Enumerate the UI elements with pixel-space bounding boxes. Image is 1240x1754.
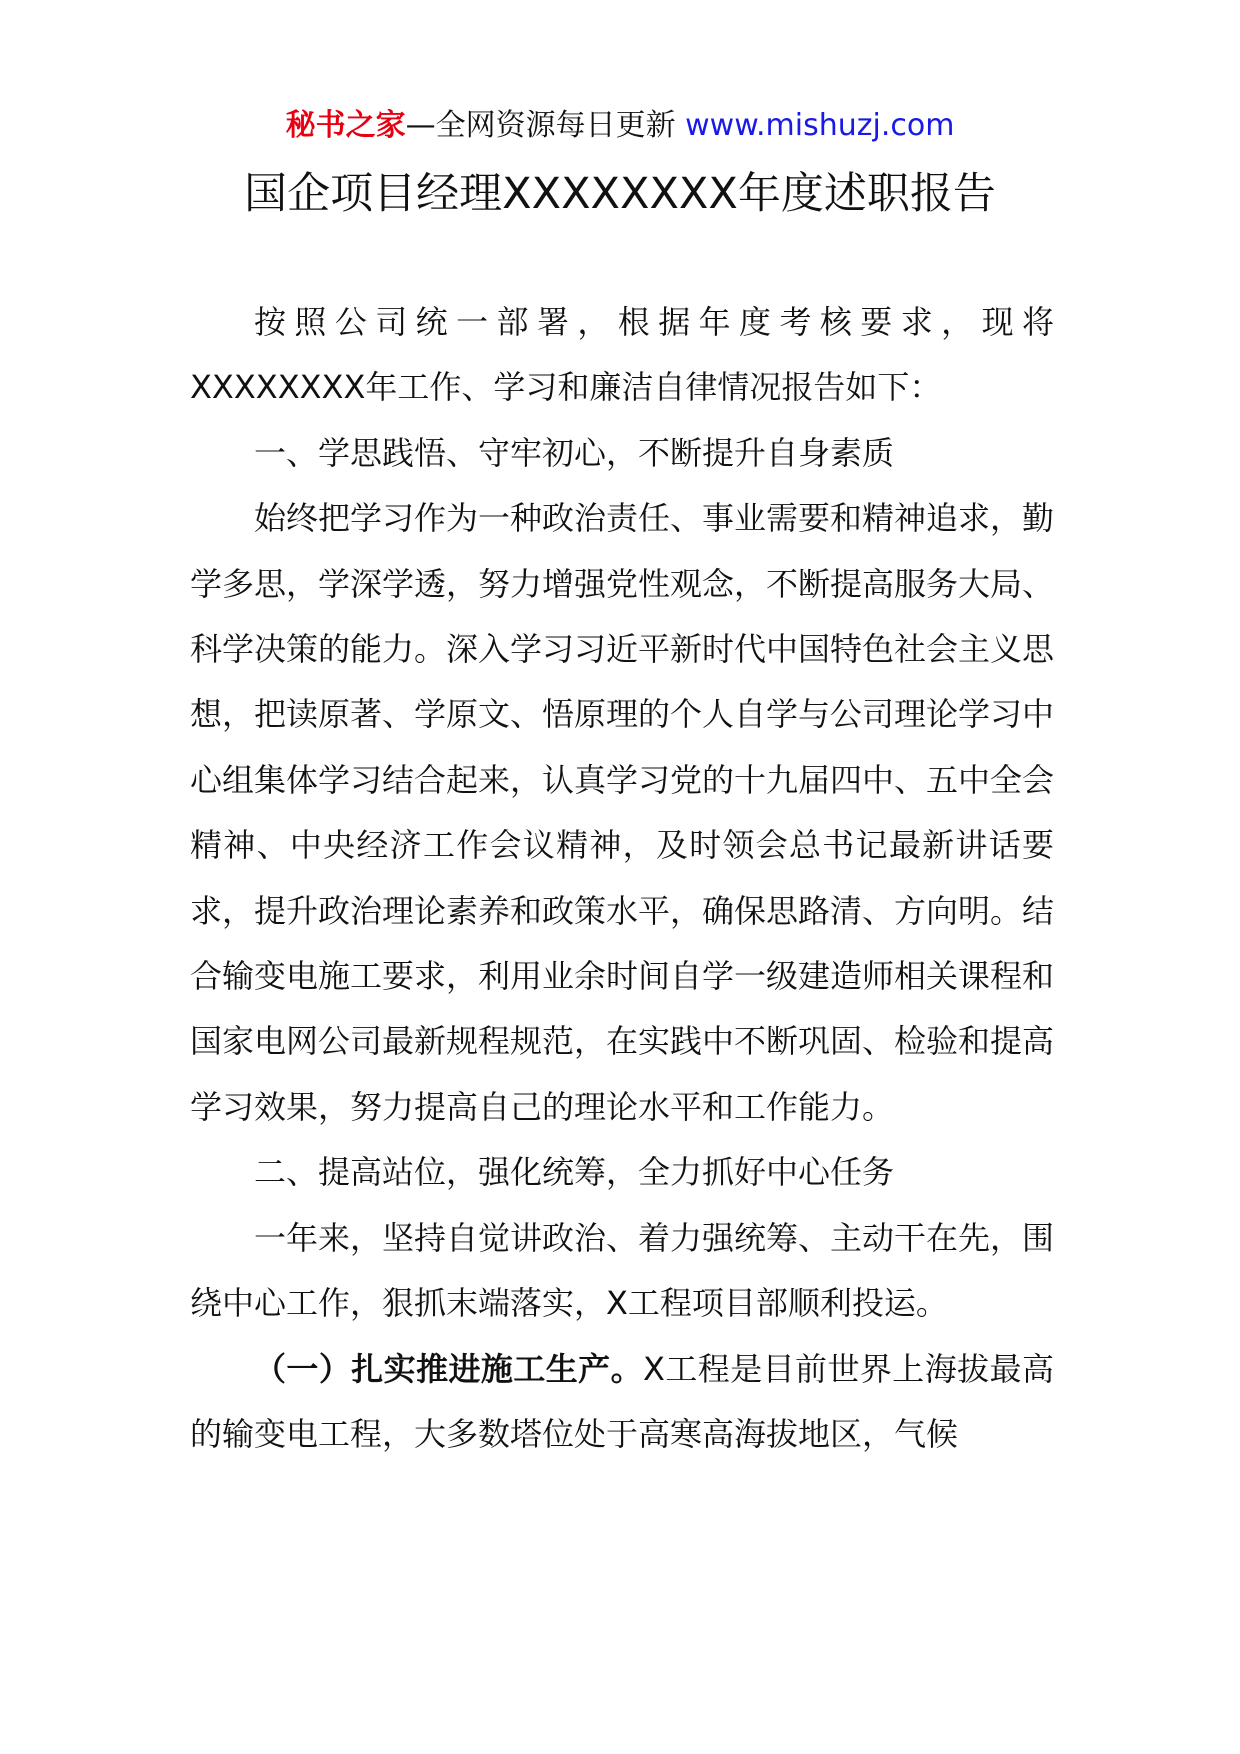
document-title: 国企项目经理XXXXXXXX年度述职报告 [244, 169, 996, 219]
subsection-1-text: X工程是目前世界上海拔最高的输变电工程，大多数塔位处于高寒高海拔地区，气候 [190, 1349, 1054, 1453]
section-heading-1: 一、学思践悟、守牢初心，不断提升自身素质 [254, 433, 895, 472]
document-body [190, 290, 1054, 1467]
site-url-link[interactable]: www.mishuzj.com [685, 108, 955, 143]
section-1-paragraph: 始终把学习作为一种政治责任、事业需要和精神追求，勤学多思，学深学透，努力增强党性观念，不断提高服务大局、科学决策的能力。深入学习习近平新时代中国特色社会主义思想，把读原著、学原文、悟原理的个人自学与公司理论学习中心组集体学习结合起来，认真学习党的十九届四中、五中全会精神、中央经济工作会议精神，及时领会总书记最新讲话要求，提升政治理论素养和政策水平，确保思路清、方向明。结合输变电施工要求，利用业余时间自学一级建造师相关课程和国家电网公司最新规程规范，在实践中不断巩固、检验和提高学习效果，努力提高自己的理论水平和工作能力。 [190, 499, 1055, 1126]
brand-name: 秘书之家 [285, 108, 406, 143]
intro-paragraph: 按照公司统一部署，根据年度考核要求，现将XXXXXXXX年工作、学习和廉洁自律情况报告如下： [190, 303, 1054, 407]
section-heading-2: 二、提高站位，强化统筹，全力抓好中心任务 [254, 1153, 895, 1192]
subsection-1-paragraph [190, 1337, 1054, 1468]
banner-slogan: —全网资源每日更新 [405, 108, 676, 143]
subsection-1-label: （一）扎实推进施工生产。 [254, 1349, 644, 1388]
section-2-paragraph: 一年来，坚持自觉讲政治、着力强统筹、主动干在先，围绕中心工作，狠抓末端落实，X工程项目部顺利投运。 [190, 1218, 1055, 1323]
site-banner [0, 104, 1240, 148]
